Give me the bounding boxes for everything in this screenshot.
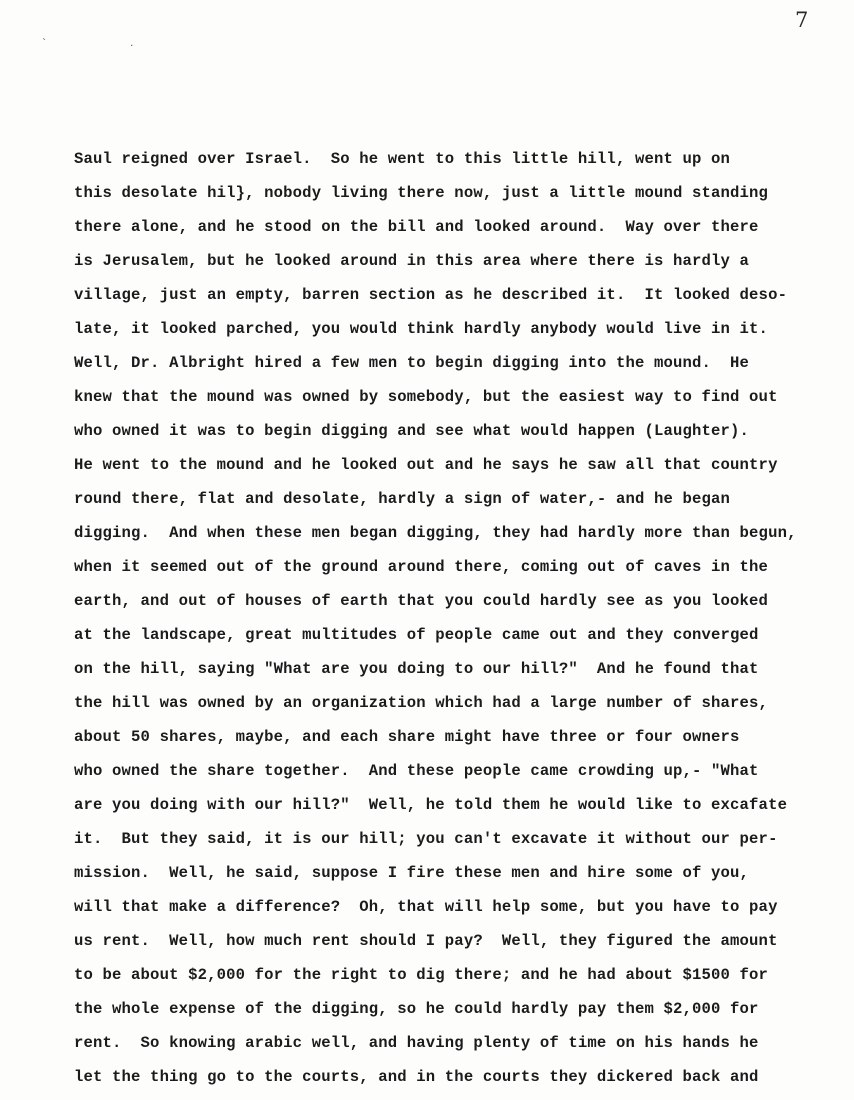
text-line: it. But they said, it is our hill; you can't excavate it without our per- — [74, 830, 778, 848]
text-line: there alone, and he stood on the bill and looked around. Way over there — [74, 218, 759, 236]
body-text — [74, 142, 854, 1094]
stray-marks: ` . — [42, 38, 174, 49]
text-line: He went to the mound and he looked out and he says he saw all that country — [74, 456, 778, 474]
text-line: about 50 shares, maybe, and each share might have three or four owners — [74, 728, 740, 746]
text-line: let the thing go to the courts, and in the courts they dickered back and — [74, 1068, 759, 1086]
text-line: on the hill, saying "What are you doing to our hill?" And he found that — [74, 660, 759, 678]
text-line: rent. So knowing arabic well, and having plenty of time on his hands he — [74, 1034, 759, 1052]
text-line: round there, flat and desolate, hardly a sign of water,- and he began — [74, 490, 731, 508]
text-line: village, just an empty, barren section as he described it. It looked deso- — [74, 286, 788, 304]
page-number: 7 — [795, 8, 809, 32]
text-line: digging. And when these men began digging, they had hardly more than begun, — [74, 524, 797, 542]
text-line: earth, and out of houses of earth that you could hardly see as you looked — [74, 592, 769, 610]
text-line: Well, Dr. Albright hired a few men to begin digging into the mound. He — [74, 354, 750, 372]
text-line: us rent. Well, how much rent should I pay? Well, they figured the amount — [74, 932, 778, 950]
text-line: is Jerusalem, but he looked around in this area where there is hardly a — [74, 252, 750, 270]
text-line: to be about $2,000 for the right to dig there; and he had about $1500 for — [74, 966, 769, 984]
text-line: this desolate hil}, nobody living there now, just a little mound standing — [74, 184, 769, 202]
text-line: who owned it was to begin digging and see what would happen (Laughter). — [74, 422, 750, 440]
text-line: late, it looked parched, you would think hardly anybody would live in it. — [74, 320, 769, 338]
text-line: are you doing with our hill?" Well, he told them he would like to excafate — [74, 796, 788, 814]
text-line: mission. Well, he said, suppose I fire these men and hire some of you, — [74, 864, 750, 882]
text-line: who owned the share together. And these people came crowding up,- "What — [74, 762, 759, 780]
text-line: the hill was owned by an organization which had a large number of shares, — [74, 694, 769, 712]
text-line: will that make a difference? Oh, that will help some, but you have to pay — [74, 898, 778, 916]
text-line: knew that the mound was owned by somebody, but the easiest way to find out — [74, 388, 778, 406]
text-line: at the landscape, great multitudes of people came out and they converged — [74, 626, 759, 644]
text-line: when it seemed out of the ground around there, coming out of caves in the — [74, 558, 769, 576]
text-line: Saul reigned over Israel. So he went to this little hill, went up on — [74, 150, 731, 168]
text-line: the whole expense of the digging, so he could hardly pay them $2,000 for — [74, 1000, 759, 1018]
